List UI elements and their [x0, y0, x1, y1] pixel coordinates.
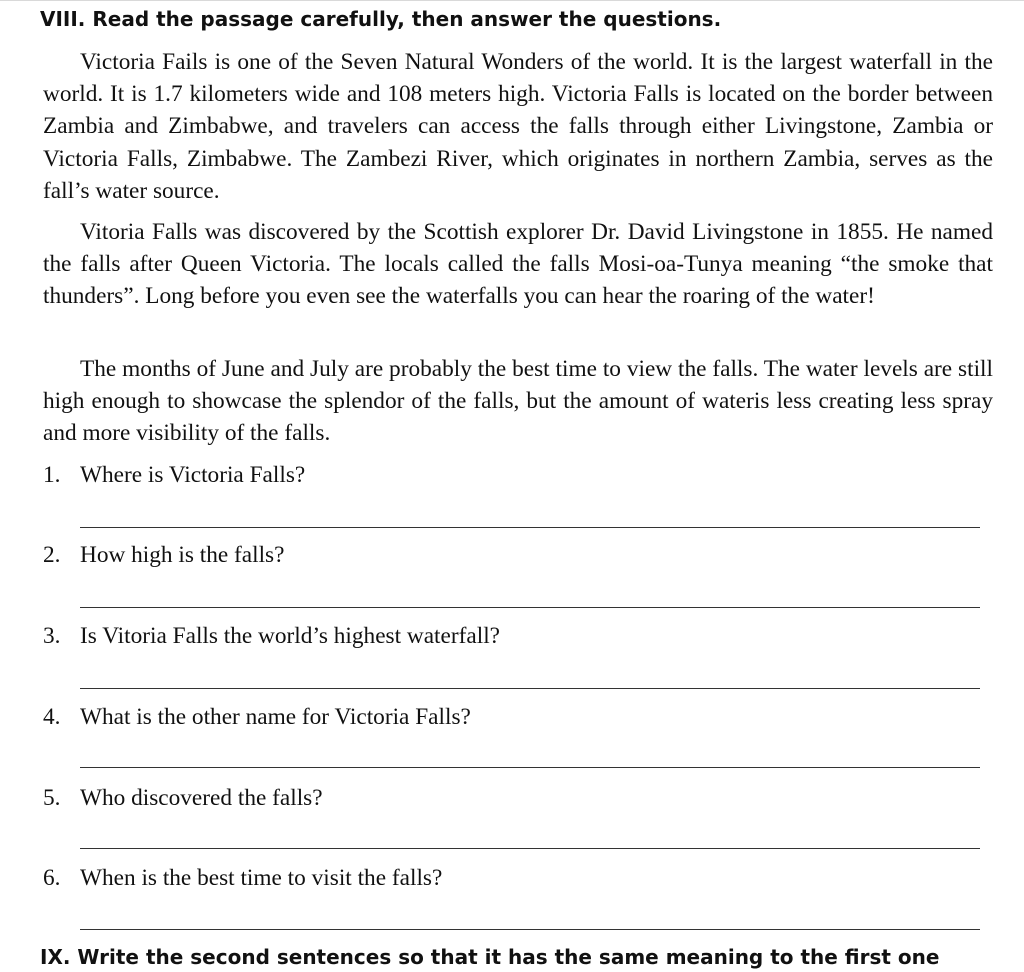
question-text: How high is the falls?: [80, 542, 285, 568]
question-number: 5.: [43, 785, 61, 811]
answer-line-2[interactable]: [80, 607, 980, 608]
question-5: [43, 782, 983, 814]
question-6: [43, 862, 983, 894]
question-1: [43, 459, 983, 491]
question-number: 1.: [43, 462, 61, 488]
question-4: [43, 701, 983, 733]
passage-paragraph-3: The months of June and July are probably the best time to view the falls. The water levels are still high enough to showcase the splendor of the falls, but the amount of wateris less creating less spray and more visibility of the falls.: [43, 356, 993, 447]
question-number: 6.: [43, 865, 61, 891]
question-2: [43, 539, 983, 571]
passage-paragraph-1: Victoria Fails is one of the Seven Natural Wonders of the world. It is the largest waterfall in the world. It is 1.7 kilometers wide and 108 meters high. Victoria Falls is located on the border between Zambia and Zimbabwe, and travelers can access the falls through either Livingstone, Zambia or Victoria Falls, Zimbabwe. The Zambezi River, which originates in northern Zambia, serves as the fall’s water source.: [43, 49, 993, 204]
passage-paragraph-2: Vitoria Falls was discovered by the Scottish explorer Dr. David Livingstone in 1855. He named the falls after Queen Victoria. The locals called the falls Mosi-oa-Tunya meaning “the smoke that thunders”. Long before you even see the waterfalls you can hear the roaring of the water!: [43, 219, 993, 310]
question-number: 4.: [43, 704, 61, 730]
question-text: Is Vitoria Falls the world’s highest waterfall?: [80, 623, 501, 649]
question-text: What is the other name for Victoria Falls?: [80, 704, 471, 730]
answer-line-3[interactable]: [80, 688, 980, 689]
question-text: Who discovered the falls?: [80, 785, 323, 811]
answer-line-1[interactable]: [80, 527, 980, 528]
question-text: Where is Victoria Falls?: [80, 462, 306, 488]
next-section-heading: IX. Write the second sentences so that it has the same meaning to the first one: [40, 945, 940, 969]
section-heading: VIII. Read the passage carefully, then answer the questions.: [40, 7, 722, 31]
answer-line-5[interactable]: [80, 848, 980, 849]
answer-line-4[interactable]: [80, 767, 980, 768]
question-number: 3.: [43, 623, 61, 649]
question-3: [43, 620, 983, 652]
page-top-border: [0, 0, 1024, 1]
answer-line-6[interactable]: [80, 929, 980, 930]
question-number: 2.: [43, 542, 61, 568]
question-text: When is the best time to visit the falls?: [80, 865, 443, 891]
